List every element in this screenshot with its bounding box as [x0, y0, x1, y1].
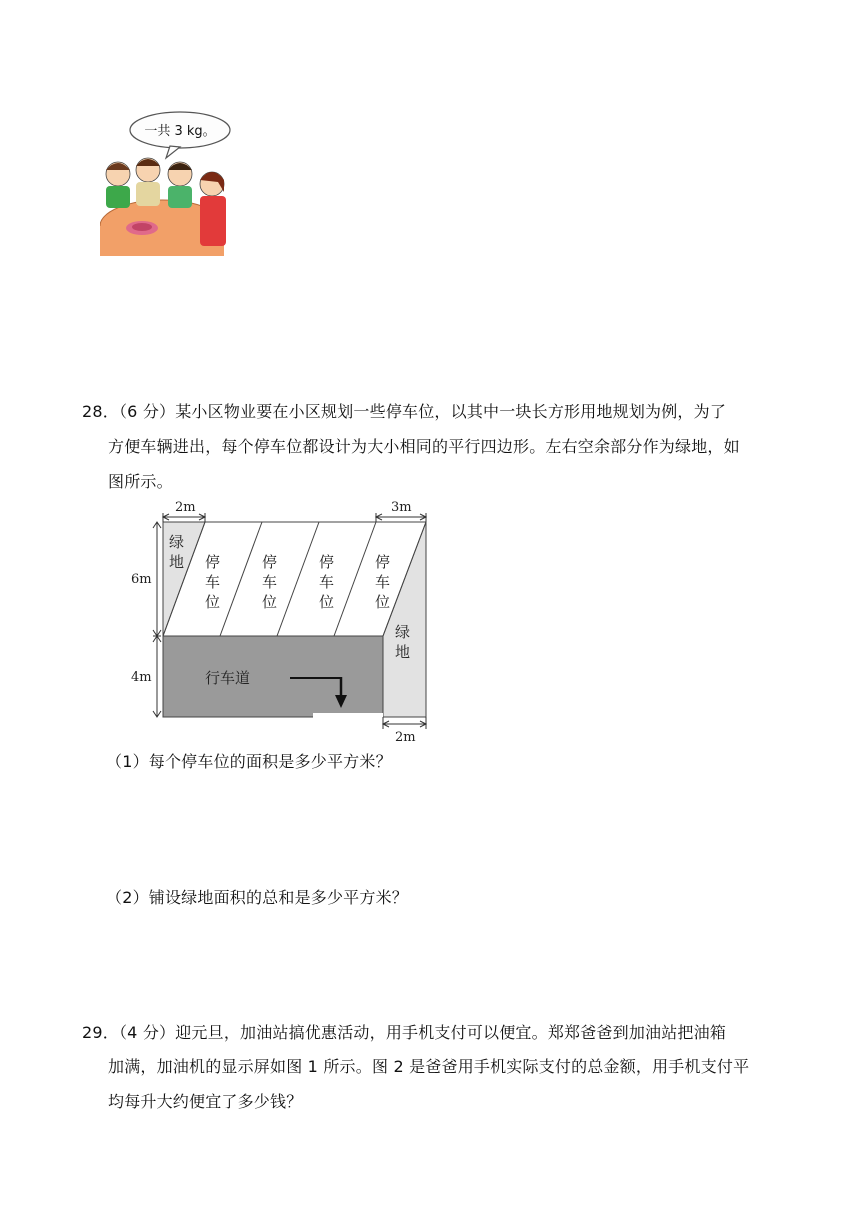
driveway-label: 行车道 — [205, 669, 251, 687]
q28-line-1: 28．（6 分）某小区物业要在小区规划一些停车位，以其中一块长方形用地规划为例，为了 — [82, 402, 727, 421]
dim-4m: 4m — [131, 670, 152, 685]
parking-space-4 — [375, 553, 390, 611]
parking-space-3 — [319, 553, 334, 611]
q28-line-3: 图所示。 — [108, 472, 173, 491]
parking-lot-diagram — [125, 497, 445, 745]
svg-text:车: 车 — [375, 573, 391, 591]
svg-text:停: 停 — [262, 553, 278, 571]
driveway-area — [163, 636, 383, 717]
dim-top-2m: 2m — [175, 500, 196, 515]
children-table-illustration — [100, 108, 232, 256]
dim-top-3m: 3m — [391, 500, 412, 515]
q28-line-2: 方便车辆进出，每个停车位都设计为大小相同的平行四边形。左右空余部分作为绿地，如 — [108, 437, 740, 456]
q29-line-2: 加满，加油机的显示屏如图 1 所示。图 2 是爸爸用手机实际支付的总金额，用手机支付平 — [108, 1057, 750, 1076]
q28-subquestion-2: （2）铺设绿地面积的总和是多少平方米？ — [106, 888, 408, 907]
svg-text:位: 位 — [375, 593, 391, 611]
parking-space-1 — [205, 553, 220, 611]
q29-line-1: 29．（4 分）迎元旦，加油站搞优惠活动，用手机支付可以便宜。郑郑爸爸到加油站把油箱 — [82, 1023, 727, 1042]
parking-space-2 — [262, 553, 277, 611]
speech-bubble-text: 一共 3 kg。 — [144, 124, 216, 139]
green-left-char-2: 地 — [169, 553, 185, 571]
svg-text:车: 车 — [262, 573, 278, 591]
svg-text:车: 车 — [319, 573, 335, 591]
svg-text:停: 停 — [205, 553, 221, 571]
green-right-char-1: 绿 — [395, 623, 411, 641]
svg-text:停: 停 — [319, 553, 335, 571]
svg-text:位: 位 — [319, 593, 335, 611]
green-right-char-2: 地 — [395, 643, 411, 661]
svg-text:停: 停 — [375, 553, 391, 571]
q29-line-3: 均每升大约便宜了多少钱？ — [108, 1092, 303, 1111]
svg-text:位: 位 — [262, 593, 278, 611]
dim-6m: 6m — [131, 572, 152, 587]
svg-text:位: 位 — [205, 593, 221, 611]
svg-text:车: 车 — [205, 573, 221, 591]
green-left-char-1: 绿 — [169, 533, 185, 551]
dim-bottom-2m: 2m — [395, 730, 416, 745]
q28-subquestion-1: （1）每个停车位的面积是多少平方米？ — [106, 752, 392, 771]
